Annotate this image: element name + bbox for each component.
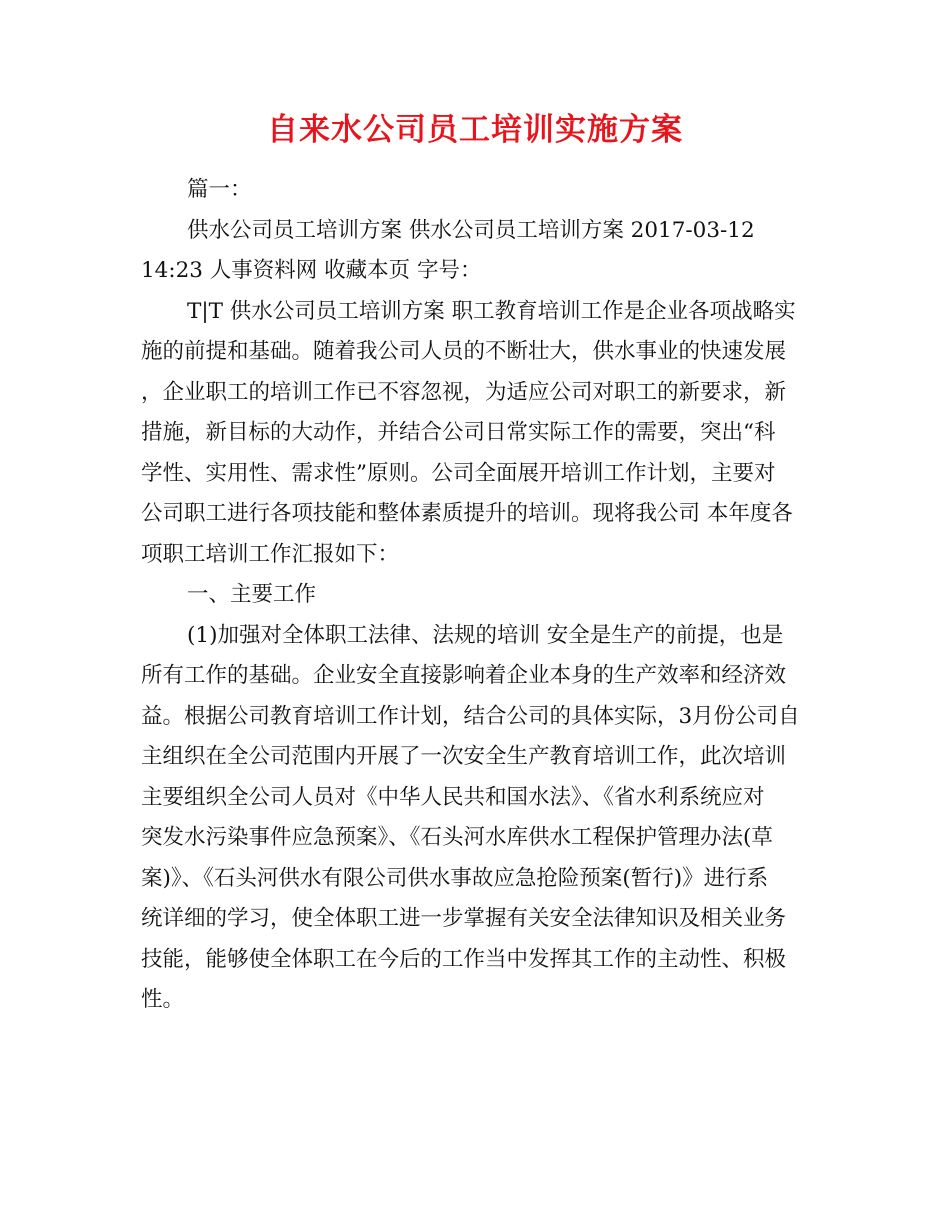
paragraph-line: 篇一： [187,177,252,202]
paragraph-line: 益。根据公司教育培训工作计划，结合公司的具体实际，3月份公司自 [141,703,800,729]
paragraph-line: 项职工培训工作汇报如下： [141,541,400,567]
paragraph-line: 突发水污染事件应急预案》、《石头河水库供水工程保护管理办法(草 [141,825,773,850]
paragraph-line: 主要组织全公司人员对《中华人民共和国水法》、《省水利系统应对 [141,784,765,810]
paragraph-line: ，企业职工的培训工作已不容忽视，为适应公司对职工的新要求，新 [141,379,787,405]
paragraph-line: (1)加强对全体职工法律、法规的培训 安全是生产的前提，也是 [187,622,784,648]
paragraph-line: 性。 [141,987,185,1012]
paragraph-line: 技能，能够使全体职工在今后的工作当中发挥其工作的主动性、积极 [141,946,787,972]
paragraph-line: T|T 供水公司员工培训方案 职工教育培训工作是企业各项战略实 [187,298,796,324]
paragraph-line: 措施，新目标的大动作，并结合公司日常实际工作的需要，突出“科 [141,420,776,445]
paragraph-line: 主组织在全公司范围内开展了一次安全生产教育培训工作，此次培训 [141,744,787,769]
paragraph-line: 案)》、《石头河供水有限公司供水事故应急抢险预案(暂行)》进行系 [141,865,769,891]
paragraph-line: 所有工作的基础。企业安全直接影响着企业本身的生产效率和经济效 [141,663,787,688]
paragraph-line: 学性、实用性、需求性”原则。公司全面展开培训工作计划，主要对 [141,460,776,486]
paragraph-line: 14:23 人事资料网 收藏本页 字号： [141,258,482,283]
document-title: 自来水公司员工培训实施方案 [267,112,683,148]
paragraph-line: 施的前提和基础。随着我公司人员的不断壮大，供水事业的快速发展 [141,339,787,364]
document-body [141,170,813,1021]
paragraph-line: 公司职工进行各项技能和整体素质提升的培训。现将我公司 本年度各 [141,501,793,526]
paragraph-line: 一、主要工作 [187,582,317,607]
paragraph-line: 供水公司员工培训方案 供水公司员工培训方案 2017-03-12 [187,217,755,243]
paragraph-line: 统详细的学习，使全体职工进一步掌握有关安全法律知识及相关业务 [141,906,787,931]
